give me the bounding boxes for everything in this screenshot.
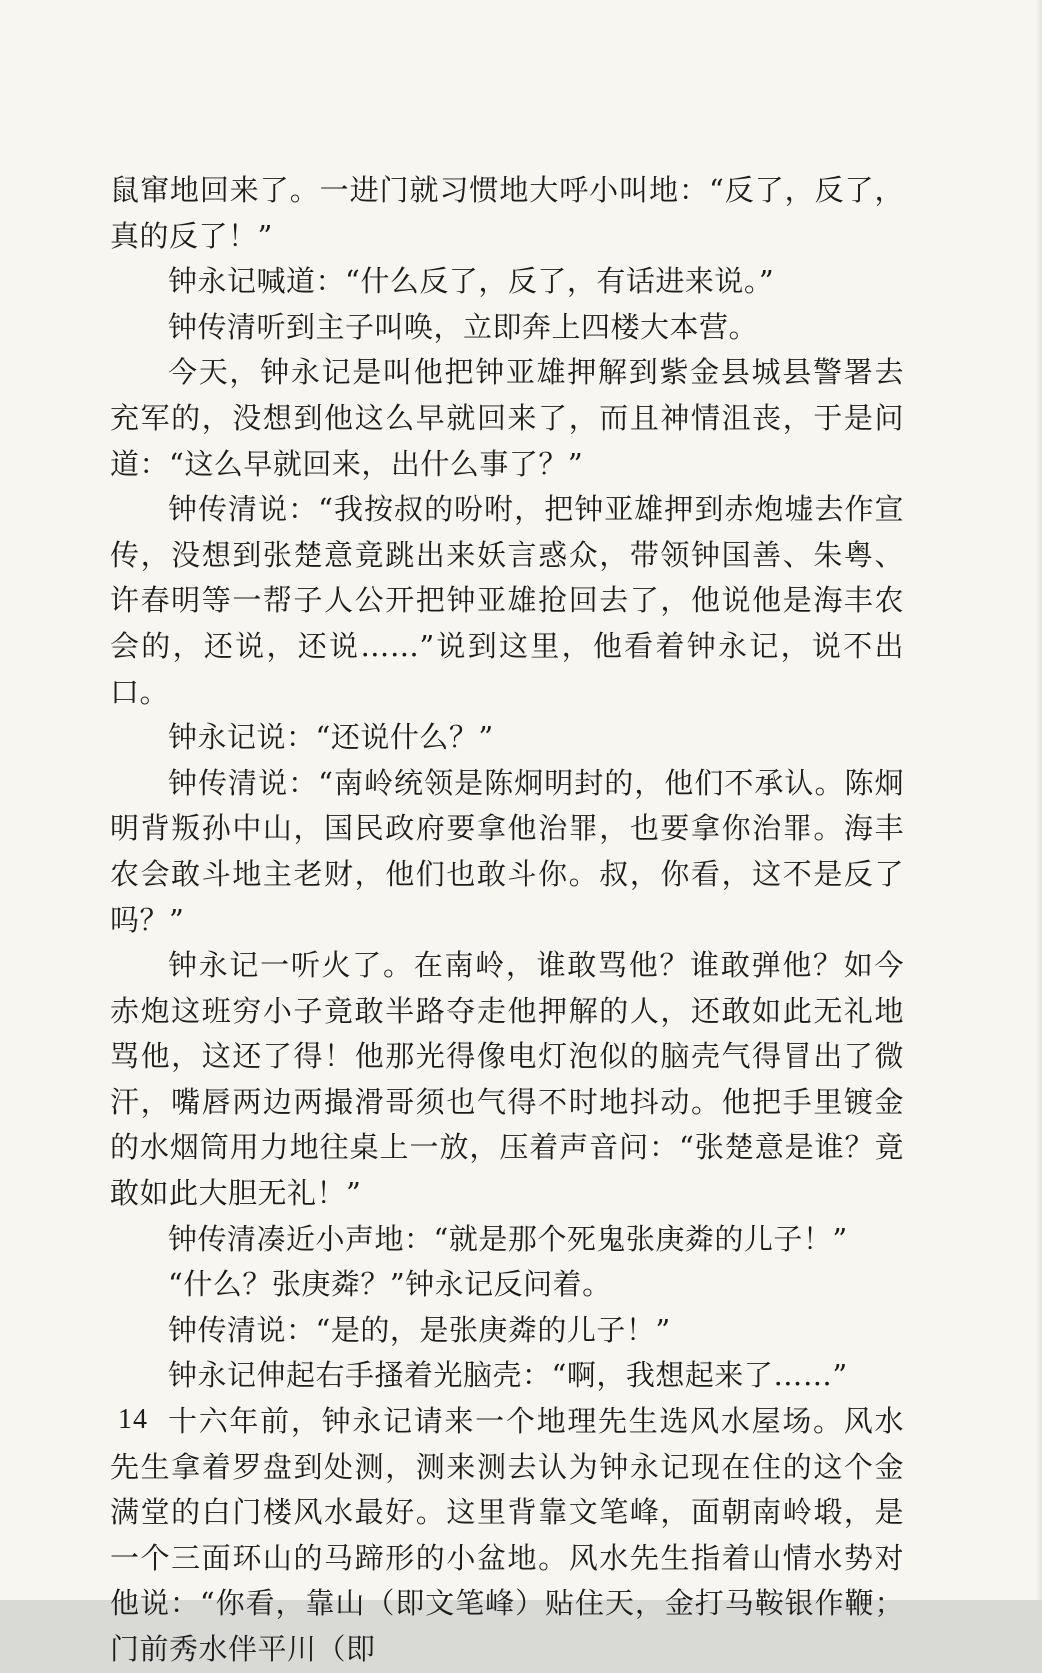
paragraph: 钟永记伸起右手搔着光脑壳：“啊，我想起来了……” xyxy=(168,1358,848,1393)
paragraph: 钟传清说：“我按叔的吩咐，把钟亚雄押到赤炮墟去作宣传，没想到张楚意竟跳出来妖言惑众，带领钟国善、朱粤、许春明等一帮子人公开把钟亚雄抢回去了，他说他是海丰农会的，还说，还说……”说到这里，他看着钟永记，说不出口。 xyxy=(110,492,904,709)
paragraph: “什么？张庚粦？”钟永记反问着。 xyxy=(168,1267,612,1302)
paragraph: 今天，钟永记是叫他把钟亚雄押解到紫金县城县警署去充军的，没想到他这么早就回来了，而且神情沮丧，于是问道：“这么早就回来，出什么事了？” xyxy=(110,355,904,481)
paragraph: 钟永记说：“还说什么？” xyxy=(168,720,494,755)
page-number: 14 xyxy=(118,1404,148,1435)
body-text xyxy=(110,168,904,1673)
paragraph: 钟传清听到主子叫唤，立即奔上四楼大本营。 xyxy=(168,309,759,344)
paragraph: 钟传清凑近小声地：“就是那个死鬼张庚粦的儿子！” xyxy=(168,1221,848,1256)
paragraph: 钟传清说：“南岭统领是陈炯明封的，他们不承认。陈炯明背叛孙中山，国民政府要拿他治罪，也要拿你治罪。海丰农会敢斗地主老财，他们也敢斗你。叔，你看，这不是反了吗？” xyxy=(110,765,904,937)
paragraph: 鼠窜地回来了。一进门就习惯地大呼小叫地：“反了，反了，真的反了！” xyxy=(110,173,904,253)
paragraph: 十六年前，钟永记请来一个地理先生选风水屋场。风水先生拿着罗盘到处测，测来测去认为钟永记现在住的这个金满堂的白门楼风水最好。这里背靠文笔峰，面朝南岭塅，是一个三面环山的马蹄形的小盆地。风水先生指着山情水势对他说：“你看，靠山（即文笔峰）贴住天，金打马鞍银作鞭；门前秀水伴平川（即 xyxy=(110,1404,904,1666)
paragraph: 钟传清说：“是的，是张庚粦的儿子！” xyxy=(168,1312,671,1347)
paragraph: 钟永记一听火了。在南岭，谁敢骂他？谁敢弹他？如今赤炮这班穷小子竟敢半路夺走他押解的人，还敢如此无礼地骂他，这还了得！他那光得像电灯泡似的脑壳气得冒出了微汗，嘴唇两边两撮滑哥须也气得不时地抖动。他把手里镀金的水烟筒用力地往桌上一放，压着声音问：“张楚意是谁？竟敢如此大胆无礼！” xyxy=(110,948,904,1211)
paragraph: 钟永记喊道：“什么反了，反了，有话进来说。” xyxy=(168,264,775,299)
